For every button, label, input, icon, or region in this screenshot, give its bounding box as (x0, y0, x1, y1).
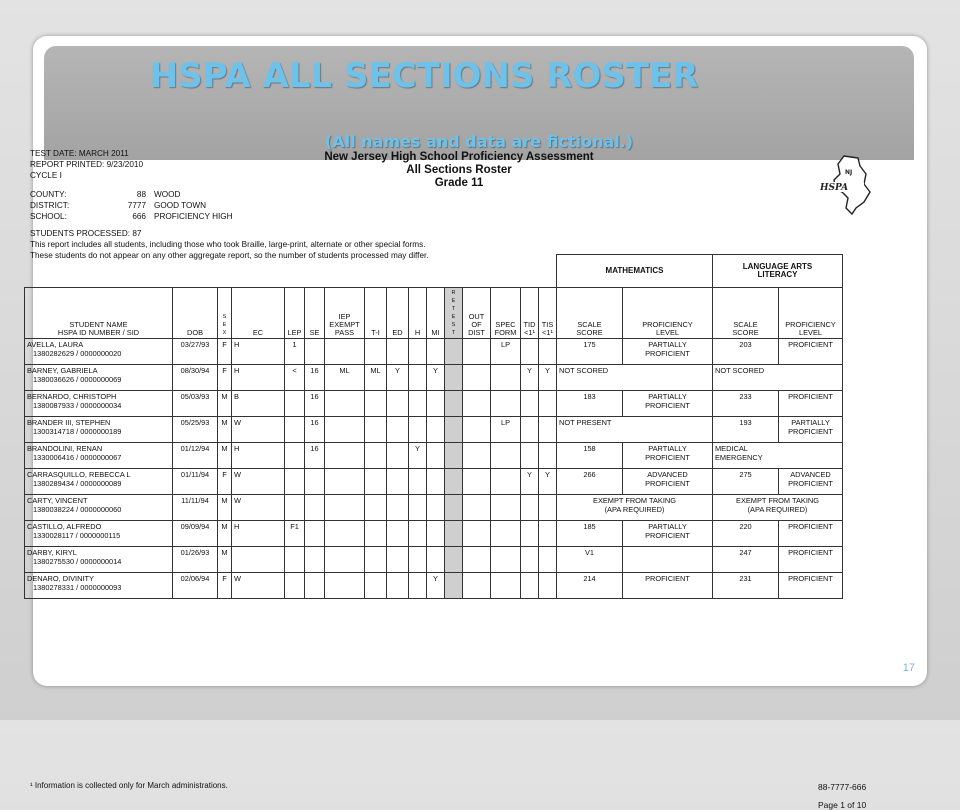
cell-lep (285, 442, 305, 468)
lal-proficiency-level: PROFICIENT (779, 572, 843, 598)
cell-sex: M (218, 416, 232, 442)
cell-dob: 08/30/94 (173, 364, 218, 390)
table-row (25, 572, 843, 598)
table-row (25, 546, 843, 572)
cell-se (305, 546, 325, 572)
cell-mi (427, 546, 445, 572)
math-scale-score: 185 (557, 520, 623, 546)
cell-se (305, 338, 325, 364)
cell-tid (521, 546, 539, 572)
cell-ed (387, 572, 409, 598)
cell-sex: M (218, 442, 232, 468)
cell-lep: F1 (285, 520, 305, 546)
cell-tis (539, 494, 557, 520)
cell-retest (445, 442, 463, 468)
cell-tid (521, 520, 539, 546)
cell-ti (365, 494, 387, 520)
math-scale-score: 175 (557, 338, 623, 364)
table-row (25, 494, 843, 520)
student-name-cell: DARBY, KIRYL 1380275530 / 0000000014 (25, 546, 173, 572)
lal-scale-score: 233 (713, 390, 779, 416)
cell-out (463, 546, 491, 572)
cell-iep (325, 572, 365, 598)
cell-ti (365, 468, 387, 494)
cycle: CYCLE I (30, 171, 62, 180)
cell-ed (387, 520, 409, 546)
cell-mi (427, 520, 445, 546)
math-proficiency-level (623, 546, 713, 572)
col-sex: S E X (218, 287, 232, 338)
col-mi: MI (427, 287, 445, 338)
report-note-1: This report includes all students, including those who took Braille, large-print, alternate or other special forms. (30, 240, 426, 249)
cell-spec: LP (491, 416, 521, 442)
student-name-cell: BRANDER III, STEPHEN 1300314718 / 0000000189 (25, 416, 173, 442)
cell-tid (521, 416, 539, 442)
lal-scale-score: 275 (713, 468, 779, 494)
math-scale-score: EXEMPT FROM TAKING (APA REQUIRED) (557, 494, 713, 520)
lal-scale-score: 203 (713, 338, 779, 364)
cell-tis (539, 442, 557, 468)
county-line: COUNTY: 88 WOOD (30, 190, 181, 199)
cell-lep: < (285, 364, 305, 390)
col-ti: T-I (365, 287, 387, 338)
cell-se (305, 468, 325, 494)
math-scale-score: V1 (557, 546, 623, 572)
col-lal-level: PROFICIENCY LEVEL (779, 287, 843, 338)
cell-iep (325, 416, 365, 442)
cell-se: 16 (305, 416, 325, 442)
cell-out (463, 338, 491, 364)
cell-ed (387, 338, 409, 364)
col-math-level: PROFICIENCY LEVEL (623, 287, 713, 338)
cell-tis (539, 338, 557, 364)
table-row (25, 442, 843, 468)
col-ed: ED (387, 287, 409, 338)
cell-lep (285, 572, 305, 598)
cell-retest (445, 572, 463, 598)
cell-h (409, 546, 427, 572)
cell-tis (539, 390, 557, 416)
roster-table (24, 254, 843, 599)
cell-dob: 05/25/93 (173, 416, 218, 442)
cell-sex: F (218, 364, 232, 390)
student-name-cell: BRANDOLINI, RENAN 1330006416 / 0000000067 (25, 442, 173, 468)
cell-tid (521, 442, 539, 468)
student-name-cell: BARNEY, GABRIELA 1380036626 / 0000000069 (25, 364, 173, 390)
cell-out (463, 520, 491, 546)
cell-iep: ML (325, 364, 365, 390)
math-proficiency-level: ADVANCED PROFICIENT (623, 468, 713, 494)
lal-scale-score: 193 (713, 416, 779, 442)
cell-se (305, 572, 325, 598)
cell-h (409, 338, 427, 364)
cell-tid: Y (521, 468, 539, 494)
cell-dob: 03/27/93 (173, 338, 218, 364)
cell-ti (365, 546, 387, 572)
cell-ed: Y (387, 364, 409, 390)
district-line: DISTRICT: 7777 GOOD TOWN (30, 201, 207, 210)
col-math-scale: SCALE SCORE (557, 287, 623, 338)
cell-spec (491, 546, 521, 572)
cell-ed (387, 442, 409, 468)
cell-tid (521, 494, 539, 520)
cell-mi (427, 416, 445, 442)
cell-ti (365, 416, 387, 442)
page-indicator: Page 1 of 10 (818, 800, 867, 810)
cell-se (305, 494, 325, 520)
lal-proficiency-level: PARTIALLY PROFICIENT (779, 416, 843, 442)
cell-ed (387, 494, 409, 520)
cell-ec (232, 546, 285, 572)
math-proficiency-level: PROFICIENT (623, 572, 713, 598)
cell-sex: F (218, 338, 232, 364)
slide-number: 17 (902, 662, 915, 674)
cell-se (305, 520, 325, 546)
cell-h: Y (409, 442, 427, 468)
cell-h (409, 364, 427, 390)
math-proficiency-level: PARTIALLY PROFICIENT (623, 390, 713, 416)
cell-ti: ML (365, 364, 387, 390)
col-iep: IEP EXEMPT PASS (325, 287, 365, 338)
cell-h (409, 572, 427, 598)
math-scale-score: 266 (557, 468, 623, 494)
report-printed: REPORT PRINTED: 9/23/2010 (30, 160, 144, 169)
lal-proficiency-level: PROFICIENT (779, 390, 843, 416)
cell-iep (325, 468, 365, 494)
col-student-name: STUDENT NAME HSPA ID NUMBER / SID (25, 287, 173, 338)
cell-iep (325, 520, 365, 546)
cell-retest (445, 468, 463, 494)
cell-spec (491, 520, 521, 546)
table-row (25, 468, 843, 494)
cell-iep (325, 442, 365, 468)
cell-tis (539, 546, 557, 572)
student-name-cell: AVELLA, LAURA 1380282629 / 0000000020 (25, 338, 173, 364)
cell-out (463, 390, 491, 416)
cell-dob: 02/06/94 (173, 572, 218, 598)
cell-retest (445, 546, 463, 572)
cell-iep (325, 546, 365, 572)
math-scale-score: NOT SCORED (557, 364, 713, 390)
cell-mi (427, 494, 445, 520)
cell-iep (325, 338, 365, 364)
cell-spec (491, 390, 521, 416)
cell-spec (491, 364, 521, 390)
col-ec: EC (232, 287, 285, 338)
cell-sex: M (218, 494, 232, 520)
cell-lep (285, 546, 305, 572)
cell-tis (539, 572, 557, 598)
cell-ec: H (232, 442, 285, 468)
col-lal-scale: SCALE SCORE (713, 287, 779, 338)
math-scale-score: NOT PRESENT (557, 416, 713, 442)
cell-out (463, 494, 491, 520)
col-tid: TID <1¹ (521, 287, 539, 338)
cell-ec: H (232, 364, 285, 390)
cell-lep: 1 (285, 338, 305, 364)
cell-tid (521, 390, 539, 416)
cell-h (409, 390, 427, 416)
cell-out (463, 364, 491, 390)
cell-iep (325, 390, 365, 416)
cell-retest (445, 338, 463, 364)
lal-proficiency-level: PROFICIENT (779, 520, 843, 546)
roster-body (25, 338, 843, 598)
cell-retest (445, 364, 463, 390)
student-name-cell: BERNARDO, CHRISTOPH 1380087933 / 0000000034 (25, 390, 173, 416)
col-spec-form: SPEC FORM (491, 287, 521, 338)
col-out-of-dist: OUT OF DIST (463, 287, 491, 338)
cell-dob: 01/11/94 (173, 468, 218, 494)
cell-iep (325, 494, 365, 520)
report-code: 88-7777-666 (818, 782, 867, 792)
cell-mi (427, 338, 445, 364)
cell-ec: W (232, 572, 285, 598)
cell-sex: F (218, 468, 232, 494)
cell-ec: H (232, 520, 285, 546)
report-title: New Jersey High School Proficiency Assessment All Sections Roster Grade 11 (324, 151, 594, 189)
test-date: TEST DATE: MARCH 2011 (30, 149, 129, 158)
col-retest: R E T E S T (445, 287, 463, 338)
col-tis: TIS <1¹ (539, 287, 557, 338)
cell-sex: M (218, 546, 232, 572)
math-proficiency-level: PARTIALLY PROFICIENT (623, 442, 713, 468)
hspa-nj-logo-icon (814, 152, 884, 216)
cell-sex: M (218, 390, 232, 416)
cell-tis (539, 520, 557, 546)
lal-scale-score: 220 (713, 520, 779, 546)
cell-ed (387, 546, 409, 572)
cell-lep (285, 494, 305, 520)
cell-dob: 09/09/94 (173, 520, 218, 546)
cell-spec (491, 468, 521, 494)
lal-proficiency-level: PROFICIENT (779, 546, 843, 572)
cell-ti (365, 572, 387, 598)
report-note-2: These students do not appear on any other aggregate report, so the number of students processed may differ. (30, 251, 429, 260)
column-header-row (25, 287, 843, 338)
lal-scale-score: 231 (713, 572, 779, 598)
cell-sex: F (218, 572, 232, 598)
footnote: ¹ Information is collected only for March administrations. (30, 781, 228, 790)
slide-title: HSPA ALL SECTIONS ROSTER (149, 56, 699, 96)
cell-out (463, 442, 491, 468)
cell-retest (445, 416, 463, 442)
cell-mi (427, 390, 445, 416)
col-lep: LEP (285, 287, 305, 338)
cell-ec: B (232, 390, 285, 416)
cell-h (409, 494, 427, 520)
cell-ec: W (232, 468, 285, 494)
cell-spec (491, 572, 521, 598)
cell-dob: 11/11/94 (173, 494, 218, 520)
cell-spec (491, 442, 521, 468)
cell-ti (365, 338, 387, 364)
cell-ec: H (232, 338, 285, 364)
student-name-cell: CARTY, VINCENT 1380038224 / 0000000060 (25, 494, 173, 520)
cell-se: 16 (305, 364, 325, 390)
cell-retest (445, 494, 463, 520)
lal-scale-score: 247 (713, 546, 779, 572)
cell-mi (427, 442, 445, 468)
col-h: H (409, 287, 427, 338)
cell-spec (491, 494, 521, 520)
student-name-cell: CASTILLO, ALFREDO 1330028117 / 0000000115 (25, 520, 173, 546)
cell-ec: W (232, 416, 285, 442)
table-row (25, 520, 843, 546)
lal-scale-score: EXEMPT FROM TAKING (APA REQUIRED) (713, 494, 843, 520)
svg-text:HSPA: HSPA (820, 183, 849, 193)
cell-ti (365, 520, 387, 546)
cell-mi: Y (427, 364, 445, 390)
math-scale-score: 183 (557, 390, 623, 416)
svg-text:NJ: NJ (845, 169, 853, 176)
cell-spec: LP (491, 338, 521, 364)
cell-ed (387, 390, 409, 416)
cell-dob: 01/12/94 (173, 442, 218, 468)
cell-tis: Y (539, 364, 557, 390)
math-proficiency-level: PARTIALLY PROFICIENT (623, 338, 713, 364)
cell-retest (445, 520, 463, 546)
table-row (25, 390, 843, 416)
cell-ti (365, 390, 387, 416)
cell-ed (387, 468, 409, 494)
lal-proficiency-level: ADVANCED PROFICIENT (779, 468, 843, 494)
student-name-cell: CARRASQUILLO, REBECCA L 1380289434 / 0000000089 (25, 468, 173, 494)
cell-out (463, 416, 491, 442)
cell-mi (427, 468, 445, 494)
cell-lep (285, 390, 305, 416)
cell-lep (285, 416, 305, 442)
col-dob: DOB (173, 287, 218, 338)
cell-tid (521, 338, 539, 364)
title-banner (44, 46, 914, 160)
cell-dob: 05/03/93 (173, 390, 218, 416)
math-proficiency-level: PARTIALLY PROFICIENT (623, 520, 713, 546)
lal-scale-score: NOT SCORED (713, 364, 843, 390)
cell-se: 16 (305, 442, 325, 468)
cell-mi: Y (427, 572, 445, 598)
cell-out (463, 468, 491, 494)
cell-sex: M (218, 520, 232, 546)
table-row (25, 338, 843, 364)
cell-out (463, 572, 491, 598)
cell-tis: Y (539, 468, 557, 494)
cell-ec: W (232, 494, 285, 520)
slide-subtitle: (All names and data are fictional.) (324, 132, 634, 151)
cell-h (409, 416, 427, 442)
col-se: SE (305, 287, 325, 338)
cell-ti (365, 442, 387, 468)
students-processed: STUDENTS PROCESSED: 87 (30, 229, 142, 238)
student-name-cell: DENARO, DIVINITY 1380278331 / 0000000093 (25, 572, 173, 598)
cell-retest (445, 390, 463, 416)
math-scale-score: 214 (557, 572, 623, 598)
lal-proficiency-level: PROFICIENT (779, 338, 843, 364)
cell-lep (285, 468, 305, 494)
lal-scale-score: MEDICAL EMERGENCY (713, 442, 843, 468)
school-line: SCHOOL: 666 PROFICIENCY HIGH (30, 212, 233, 221)
cell-h (409, 520, 427, 546)
cell-tid: Y (521, 364, 539, 390)
cell-tis (539, 416, 557, 442)
group-header-row (25, 255, 843, 288)
table-row (25, 416, 843, 442)
cell-ed (387, 416, 409, 442)
math-scale-score: 158 (557, 442, 623, 468)
cell-tid (521, 572, 539, 598)
table-row (25, 364, 843, 390)
cell-dob: 01/26/93 (173, 546, 218, 572)
mathematics-header: MATHEMATICS (557, 255, 713, 288)
cell-h (409, 468, 427, 494)
language-arts-header: LANGUAGE ARTS LITERACY (713, 255, 843, 288)
cell-se: 16 (305, 390, 325, 416)
